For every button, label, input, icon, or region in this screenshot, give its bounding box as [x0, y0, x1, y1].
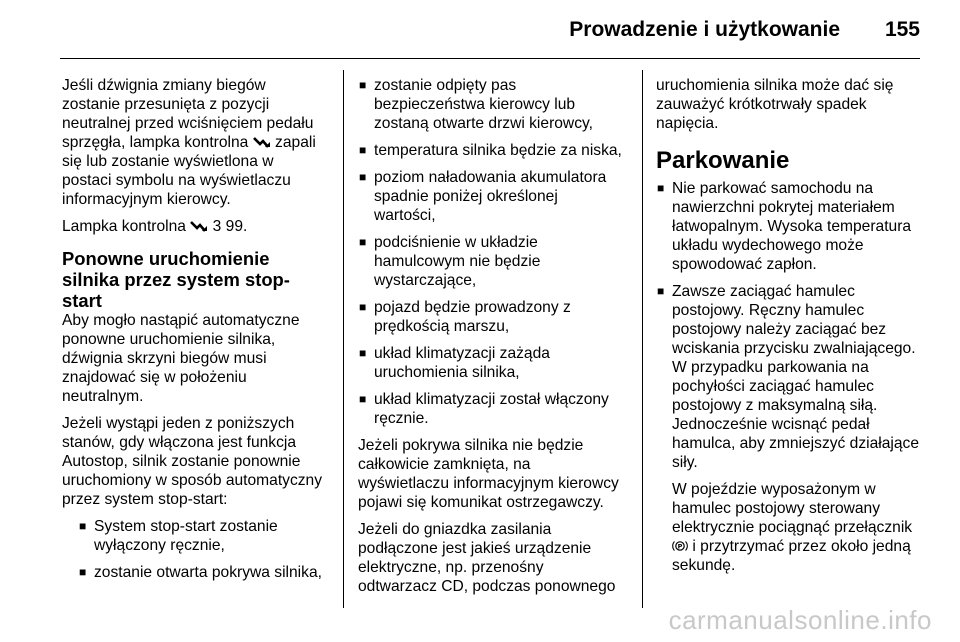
- section-heading-restart: Ponowne uruchomienie silnika przez system stop-start: [62, 248, 290, 311]
- list-item: ■ System stop-start zostanie wyłączony ręcznie,: [79, 518, 278, 554]
- bullet-square-icon: ■: [359, 392, 367, 406]
- paragraph-indicator-ref: Lampka kontrolna 3 99.: [62, 218, 248, 235]
- header-rule: [60, 58, 920, 59]
- list-item: ■ pojazd będzie prowadzony z prędkością marszu,: [359, 299, 571, 335]
- bullet-square-icon: ■: [79, 565, 87, 579]
- column-3: [656, 76, 924, 583]
- page-title: Prowadzenie i użytkowanie: [569, 18, 840, 41]
- bullet-square-icon: ■: [657, 284, 665, 298]
- bullet-list-col1: [62, 517, 327, 582]
- list-item: ■ podciśnienie w układzie hamulcowym nie będzie wystarczające,: [359, 234, 541, 289]
- paragraph-hood-warning: Jeżeli pokrywa silnika nie będzie całkowicie zamknięta, na wyświetlaczu informacyjnym kierowcy pojawi się komunikat ostrzegawczy.: [358, 437, 619, 511]
- paragraph-restart-states: Jeżeli wystąpi jeden z poniższych stanów, gdy włączona jest funkcja Autostop, silnik zostanie ponownie uruchomiony w sposób automatyczny przez system stop-start:: [62, 415, 323, 508]
- bullet-square-icon: ■: [359, 78, 367, 92]
- bullet-square-icon: ■: [359, 143, 367, 157]
- paragraph-restart-condition: Aby mogło nastąpić automatyczne ponowne uruchomienie silnika, dźwignia skrzyni biegów musi znajdować się w położeniu neutralnym.: [62, 312, 300, 405]
- list-item: ■ poziom naładowania akumulatora spadnie poniżej określonej wartości,: [359, 169, 607, 224]
- column-divider-1: [343, 70, 344, 608]
- bullet-square-icon: ■: [359, 235, 367, 249]
- paragraph-shift-warning: Jeśli dźwignia zmiany biegów zostanie przesunięta z pozycji neutralnej przed wciśnięciem pedału sprzęgła, lampka kontrolna zapali się lub zostanie wyświetlona w postaci symbolu na wyświetlaczu informacyjnym kierowcy.: [62, 77, 316, 208]
- bullet-square-icon: ■: [359, 170, 367, 184]
- paragraph-voltage-drop: uruchomienia silnika może dać się zauważyć krótkotrwały spadek napięcia.: [656, 77, 894, 132]
- column-2: [358, 76, 623, 596]
- gear-shift-indicator-icon: [253, 137, 271, 149]
- section-heading-parking: Parkowanie: [656, 147, 790, 174]
- column-1: [62, 76, 327, 590]
- paragraph-electric-brake: W pojeździe wyposażonym w hamulec postojowy sterowany elektrycznie pociągnąć przełącznik P i przytrzymać przez około jedną sekundę.: [672, 481, 913, 574]
- paragraph-power-outlet: Jeżeli do gniazdka zasilania podłączone jest jakieś urządzenie elektryczne, np. przenośny odtwarzacz CD, podczas ponownego: [358, 521, 616, 595]
- bullet-square-icon: ■: [359, 300, 367, 314]
- page-number: 155: [884, 18, 920, 41]
- bullet-list-col2: [358, 76, 623, 428]
- list-item: ■ układ klimatyzacji został włączony ręcznie.: [359, 391, 609, 427]
- svg-text:P: P: [677, 542, 683, 551]
- list-item: ■ Zawsze zaciągać hamulec postojowy. Ręczny hamulec postojowy należy zaciągać bez wciskania przycisku zwalniającego. W przypadku parkowania na pochyłości zaciągać hamulec postojowy z maksymalną siłą. Jednocześnie wcisnąć pedał hamulca, aby zmniejszyć działające siły.: [657, 283, 920, 471]
- bullet-square-icon: ■: [359, 346, 367, 360]
- list-item: ■ temperatura silnika będzie za niska,: [359, 142, 622, 159]
- list-item: ■ układ klimatyzacji zażąda uruchomienia silnika,: [359, 345, 550, 381]
- bullet-square-icon: ■: [657, 181, 665, 195]
- page-reference-link[interactable]: 3 99.: [212, 218, 248, 235]
- watermark: carmanualsonline.info: [668, 605, 932, 635]
- page-header: [0, 0, 960, 58]
- list-item: ■ Nie parkować samochodu na nawierzchni pokrytej materiałem łatwopalnym. Wysoka temperatura układu wydechowego może spowodować zapłon.: [657, 180, 912, 273]
- bullet-square-icon: ■: [79, 519, 87, 533]
- list-item: ■ zostanie otwarta pokrywa silnika,: [79, 564, 322, 581]
- column-divider-2: [642, 70, 643, 608]
- gear-shift-indicator-icon: [190, 221, 208, 233]
- bullet-list-col3: [656, 179, 924, 472]
- list-item: ■ zostanie odpięty pas bezpieczeństwa kierowcy lub zostaną otwarte drzwi kierowcy,: [359, 77, 593, 132]
- parking-brake-icon: [672, 539, 688, 553]
